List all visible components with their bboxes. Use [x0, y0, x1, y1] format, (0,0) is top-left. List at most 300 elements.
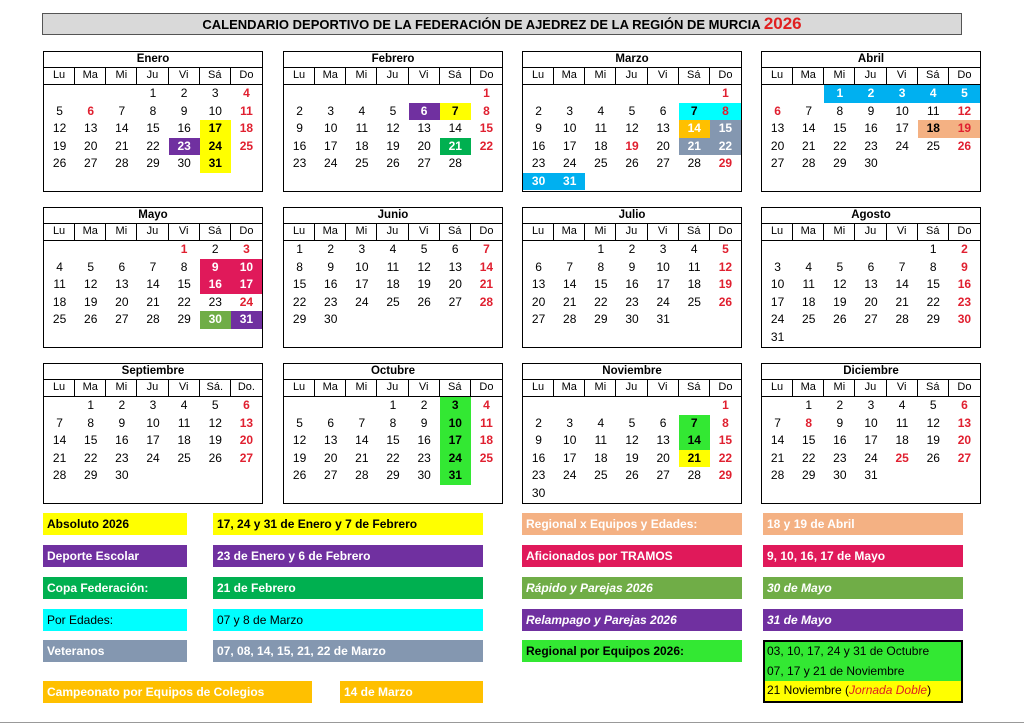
legend-colegios-label: Campeonato por Equipos de Colegios [43, 681, 312, 703]
day-cell: 19 [833, 294, 847, 309]
month-name: Febrero [284, 52, 502, 68]
day-cell: 20 [531, 294, 546, 309]
regional-equipos-noviembre: 07, 17 y 21 de Noviembre [767, 663, 905, 678]
empty-cell [793, 85, 824, 103]
weekday-label: Lu [284, 68, 315, 84]
day-cell: 26 [417, 294, 431, 309]
day-cell: 8 [180, 259, 188, 274]
legend-aficionados-dates: 9, 10, 16, 17 de Mayo [763, 545, 963, 567]
weekday-label: Mi [106, 68, 137, 84]
empty-cell [523, 85, 554, 103]
day-cell: 22 [84, 450, 98, 465]
day-cell: 6 [659, 103, 667, 118]
day-cell: 7 [483, 242, 490, 256]
empty-cell [554, 241, 585, 259]
day-cell: 24 [239, 294, 254, 309]
day-cell: 28 [802, 156, 816, 170]
day-cell: 8 [483, 103, 490, 118]
day-cell: 8 [722, 415, 729, 430]
day-cell: 8 [597, 259, 605, 274]
day-cell: 3 [566, 103, 574, 118]
day-cell: 23 [864, 138, 878, 153]
day-cell: 23 [531, 468, 546, 482]
day-cell: 13 [531, 277, 546, 291]
day-cell: 10 [563, 121, 577, 135]
day-cell: 7 [56, 415, 63, 430]
legend-relampago-dates: 31 de Mayo [763, 609, 963, 631]
day-cell: 26 [52, 156, 67, 170]
day-cell: 25 [386, 294, 400, 309]
day-cell: 11 [927, 103, 940, 118]
day-cell: 10 [864, 415, 878, 430]
day-cell: 2 [836, 398, 844, 412]
day-cell: 20 [239, 433, 254, 447]
month-2 [522, 51, 742, 192]
day-cell: 24 [895, 138, 909, 153]
day-cell: 11 [386, 259, 400, 274]
day-cell: 22 [386, 450, 400, 465]
day-cell: 10 [355, 259, 369, 274]
day-cell: 4 [483, 398, 490, 412]
day-cell: 4 [898, 398, 906, 412]
day-cell: 1 [722, 398, 729, 412]
day-cell: 6 [118, 259, 126, 274]
day-cell: 20 [324, 450, 338, 465]
day-cell: 17 [200, 120, 231, 138]
day-cell: 28 [563, 312, 577, 326]
day-cell: 14 [563, 277, 577, 291]
day-cell: 2 [180, 86, 188, 100]
day-cell: 11 [480, 415, 493, 430]
day-cell: 11 [240, 103, 253, 118]
weekday-label: Sá [918, 380, 949, 396]
day-cell: 20 [448, 277, 462, 291]
day-cell: 18 [687, 277, 701, 291]
day-cell: 9 [118, 415, 126, 430]
day-cell: 28 [895, 312, 909, 326]
day-cell: 6 [867, 259, 875, 274]
day-cell: 20 [770, 138, 785, 153]
weekday-label: Do [718, 381, 733, 393]
weekday-label: Mi [824, 380, 855, 396]
day-cell: 9 [836, 415, 844, 430]
day-cell: 5 [628, 103, 636, 118]
month-11 [761, 363, 981, 504]
weekday-label: Do [479, 225, 494, 237]
month-name: Junio [284, 208, 502, 224]
day-cell: 20 [656, 138, 670, 153]
day-cell: 23 [957, 294, 972, 309]
weekday-header [284, 380, 502, 397]
empty-cell [648, 397, 679, 415]
day-cell: 19 [949, 120, 980, 138]
day-cell: 25 [177, 450, 191, 465]
day-cell: 22 [177, 294, 191, 309]
day-cell: 12 [833, 277, 847, 291]
day-cell: 19 [417, 277, 431, 291]
day-cell: 18 [594, 450, 608, 465]
day-cell: 10 [656, 259, 670, 274]
legend-regional-edades-label: Regional x Equipos y Edades: [522, 513, 742, 535]
day-cell: 5 [836, 259, 844, 274]
weekday-label: Do [957, 225, 972, 237]
day-cell: 27 [84, 156, 98, 170]
empty-cell [284, 397, 315, 415]
day-cell: 25 [594, 156, 608, 170]
day-cell: 12 [718, 259, 733, 274]
weekday-label: Ju [616, 224, 647, 240]
weekday-label: Ju [616, 68, 647, 84]
weekday-label: Ju [377, 224, 408, 240]
weekday-header [762, 224, 980, 241]
weekday-label: Do [239, 69, 254, 81]
day-cell: 28 [52, 468, 67, 482]
weekday-header [44, 224, 262, 241]
day-cell: 12 [208, 415, 222, 430]
weekday-label: Ju [855, 380, 886, 396]
legend-copa-label: Copa Federación: [43, 577, 187, 599]
weekday-label: Lu [762, 380, 793, 396]
day-cell: 25 [355, 156, 369, 170]
empty-cell [523, 397, 554, 415]
day-cell: 18 [802, 294, 816, 309]
day-cell: 3 [211, 86, 219, 100]
day-cell: 6 [327, 415, 335, 430]
weekday-label: Ju [137, 380, 168, 396]
day-cell: 5 [389, 103, 397, 118]
weekday-label: Ma [793, 380, 824, 396]
day-cell: 22 [146, 138, 160, 153]
day-cell: 25 [52, 312, 67, 326]
day-grid [44, 397, 262, 486]
day-cell: 24 [355, 294, 369, 309]
day-cell: 21 [679, 450, 710, 468]
day-cell: 24 [563, 468, 577, 482]
day-cell: 11 [802, 277, 815, 291]
day-cell: 27 [417, 156, 431, 170]
day-cell: 22 [926, 294, 940, 309]
day-cell: 7 [774, 415, 781, 430]
month-7 [761, 207, 981, 348]
day-cell: 3 [887, 85, 918, 103]
day-cell: 14 [355, 433, 369, 447]
day-cell: 28 [770, 468, 785, 482]
day-cell: 10 [770, 277, 785, 291]
weekday-label: Lu [762, 224, 793, 240]
day-cell: 7 [679, 415, 710, 433]
day-cell: 3 [867, 398, 875, 412]
empty-cell [377, 85, 408, 103]
day-cell: 21 [440, 138, 471, 156]
day-cell: 7 [566, 259, 574, 274]
weekday-label: Lu [44, 380, 75, 396]
day-cell: 31 [656, 312, 670, 326]
empty-cell [315, 85, 346, 103]
day-cell: 29 [84, 468, 98, 482]
day-cell: 30 [417, 468, 431, 482]
weekday-header [284, 68, 502, 85]
day-cell: 7 [898, 259, 906, 274]
weekday-label: Do [479, 69, 494, 81]
weekday-label: Ma [75, 68, 106, 84]
day-cell: 15 [926, 277, 940, 291]
day-cell: 9 [535, 121, 542, 135]
day-cell: 25 [594, 468, 608, 482]
calendar-title [42, 13, 962, 35]
month-name: Julio [523, 208, 741, 224]
day-cell: 16 [957, 277, 972, 291]
day-cell: 2 [118, 398, 126, 412]
weekday-label: Sá [679, 224, 710, 240]
day-cell: 8 [149, 103, 157, 118]
day-cell: 25 [802, 312, 816, 326]
weekday-label: Lu [44, 68, 75, 84]
day-cell: 3 [149, 398, 157, 412]
day-cell: 12 [417, 259, 431, 274]
day-cell: 17 [324, 138, 338, 153]
day-cell: 29 [833, 156, 847, 170]
empty-cell [346, 397, 377, 415]
day-cell: 6 [535, 259, 542, 274]
day-cell: 16 [177, 121, 191, 135]
day-cell: 25 [239, 138, 254, 153]
day-cell: 14 [479, 259, 494, 274]
day-cell: 5 [420, 242, 428, 256]
day-cell: 26 [208, 450, 222, 465]
day-cell: 28 [687, 156, 701, 170]
day-cell: 23 [531, 156, 546, 170]
day-cell: 8 [929, 259, 937, 274]
day-cell: 10 [440, 415, 471, 433]
day-cell: 17 [355, 277, 369, 291]
day-cell: 10 [324, 121, 338, 135]
day-cell: 29 [718, 156, 733, 170]
month-9 [283, 363, 503, 504]
day-grid [44, 85, 262, 174]
day-cell: 1 [149, 86, 157, 100]
regional-equipos-jornada-doble: 21 Noviembre (Jornada Doble) [765, 681, 961, 701]
empty-cell [585, 85, 616, 103]
weekday-label: Mi [346, 68, 377, 84]
day-cell: 3 [659, 242, 667, 256]
day-cell: 28 [146, 312, 160, 326]
day-cell: 26 [833, 312, 847, 326]
weekday-header [523, 380, 741, 397]
month-name: Septiembre [44, 364, 262, 380]
day-cell: 12 [84, 277, 98, 291]
weekday-label: Sá [440, 68, 471, 84]
weekday-label: Mi [824, 224, 855, 240]
day-cell: 30 [957, 312, 972, 326]
day-cell: 17 [895, 121, 909, 135]
weekday-label: Mi [585, 380, 616, 396]
day-cell: 17 [563, 138, 577, 153]
day-cell: 8 [710, 103, 741, 121]
day-cell: 15 [833, 121, 847, 135]
day-cell: 26 [625, 468, 639, 482]
day-cell: 21 [679, 138, 710, 156]
empty-cell [824, 241, 855, 259]
weekday-label: Vi [887, 68, 918, 84]
empty-cell [762, 397, 793, 415]
day-cell: 17 [231, 276, 262, 294]
day-cell: 16 [115, 433, 129, 447]
day-cell: 9 [961, 259, 968, 274]
day-cell: 14 [52, 433, 67, 447]
day-cell: 26 [84, 312, 98, 326]
empty-cell [616, 397, 647, 415]
empty-cell [284, 85, 315, 103]
weekday-label: Mi [106, 224, 137, 240]
day-cell: 24 [146, 450, 160, 465]
day-cell: 27 [448, 294, 462, 309]
day-cell: 12 [625, 121, 639, 135]
weekday-label: Sá. [200, 380, 231, 396]
day-cell: 15 [710, 120, 741, 138]
day-cell: 16 [200, 276, 231, 294]
day-cell: 3 [774, 259, 781, 274]
month-6 [522, 207, 742, 348]
weekday-label: Do [957, 381, 972, 393]
day-cell: 1 [824, 85, 855, 103]
day-cell: 30 [864, 156, 878, 170]
empty-cell [44, 241, 75, 259]
day-cell: 25 [926, 138, 940, 153]
day-cell: 26 [386, 156, 400, 170]
day-cell: 16 [531, 450, 546, 465]
day-cell: 29 [386, 468, 400, 482]
day-cell: 14 [146, 277, 160, 291]
weekday-label: Lu [523, 68, 554, 84]
day-cell: 22 [479, 138, 494, 153]
day-cell: 19 [208, 433, 222, 447]
day-cell: 28 [448, 156, 462, 170]
day-cell: 3 [243, 242, 250, 256]
day-cell: 23 [625, 294, 639, 309]
weekday-label: Ju [137, 68, 168, 84]
day-cell: 19 [625, 450, 639, 465]
legend-colegios-dates: 14 de Marzo [340, 681, 483, 703]
day-cell: 8 [836, 103, 844, 118]
day-grid [284, 85, 502, 174]
weekday-label: Ju [855, 68, 886, 84]
day-cell: 9 [200, 259, 231, 277]
day-cell: 21 [895, 294, 909, 309]
day-cell: 22 [833, 138, 847, 153]
day-cell: 15 [802, 433, 816, 447]
day-cell: 2 [535, 103, 542, 118]
weekday-label: Sá [679, 380, 710, 396]
day-cell: 25 [895, 450, 909, 465]
day-cell: 9 [296, 121, 303, 135]
day-cell: 9 [867, 103, 875, 118]
day-cell: 16 [324, 277, 338, 291]
day-cell: 13 [864, 277, 878, 291]
day-cell: 22 [802, 450, 816, 465]
day-cell: 29 [594, 312, 608, 326]
weekday-header [762, 380, 980, 397]
day-cell: 17 [440, 432, 471, 450]
empty-cell [106, 85, 137, 103]
day-cell: 12 [625, 433, 639, 447]
weekday-label: Lu [523, 380, 554, 396]
day-cell: 28 [479, 294, 494, 309]
day-cell: 22 [718, 450, 733, 465]
legend-copa-dates: 21 de Febrero [213, 577, 483, 599]
empty-cell [440, 85, 471, 103]
weekday-label: Ma [554, 224, 585, 240]
weekday-label: Lu [44, 224, 75, 240]
weekday-label: Vi [887, 380, 918, 396]
weekday-label: Vi [648, 224, 679, 240]
day-cell: 18 [594, 138, 608, 153]
weekday-label: Lu [284, 380, 315, 396]
legend-aficionados-label: Aficionados por TRAMOS [522, 545, 742, 567]
day-cell: 20 [957, 433, 972, 447]
legend-veteranos-label: Veteranos [43, 640, 187, 662]
day-cell: 26 [926, 450, 940, 465]
day-cell: 30 [833, 468, 847, 482]
day-cell: 6 [243, 398, 250, 412]
day-cell: 24 [324, 156, 338, 170]
day-cell: 11 [355, 121, 369, 135]
day-cell: 9 [180, 103, 188, 118]
day-grid [284, 397, 502, 486]
day-cell: 8 [87, 415, 95, 430]
day-cell: 30 [523, 173, 554, 191]
day-cell: 2 [961, 242, 968, 256]
day-cell: 17 [770, 294, 785, 309]
day-cell: 10 [146, 415, 160, 430]
day-cell: 21 [770, 450, 785, 465]
day-cell: 31 [864, 468, 878, 482]
day-cell: 30 [177, 156, 191, 170]
day-cell: 10 [563, 433, 577, 447]
day-cell: 5 [296, 415, 303, 430]
day-cell: 18 [386, 277, 400, 291]
day-cell: 19 [84, 294, 98, 309]
day-cell: 4 [597, 103, 605, 118]
month-3 [761, 51, 981, 192]
day-cell: 16 [625, 277, 639, 291]
empty-cell [106, 241, 137, 259]
day-cell: 11 [177, 415, 191, 430]
empty-cell [554, 85, 585, 103]
weekday-label: Lu [762, 68, 793, 84]
legend-escolar-dates: 23 de Enero y 6 de Febrero [213, 545, 483, 567]
day-cell: 2 [855, 85, 886, 103]
empty-cell [762, 85, 793, 103]
day-cell: 13 [324, 433, 338, 447]
day-cell: 20 [84, 138, 98, 153]
day-cell: 9 [327, 259, 335, 274]
day-cell: 2 [420, 398, 428, 412]
weekday-label: Sá [918, 224, 949, 240]
day-cell: 29 [177, 312, 191, 326]
day-cell: 24 [770, 312, 785, 326]
month-name: Enero [44, 52, 262, 68]
day-cell: 19 [926, 433, 940, 447]
weekday-label: Vi [169, 380, 200, 396]
day-cell: 4 [56, 259, 63, 274]
day-grid [762, 85, 980, 174]
weekday-label: Vi [409, 224, 440, 240]
day-cell: 18 [918, 120, 949, 138]
day-cell: 8 [389, 415, 397, 430]
day-cell: 20 [417, 138, 431, 153]
day-cell: 11 [688, 259, 701, 274]
month-0 [43, 51, 263, 192]
